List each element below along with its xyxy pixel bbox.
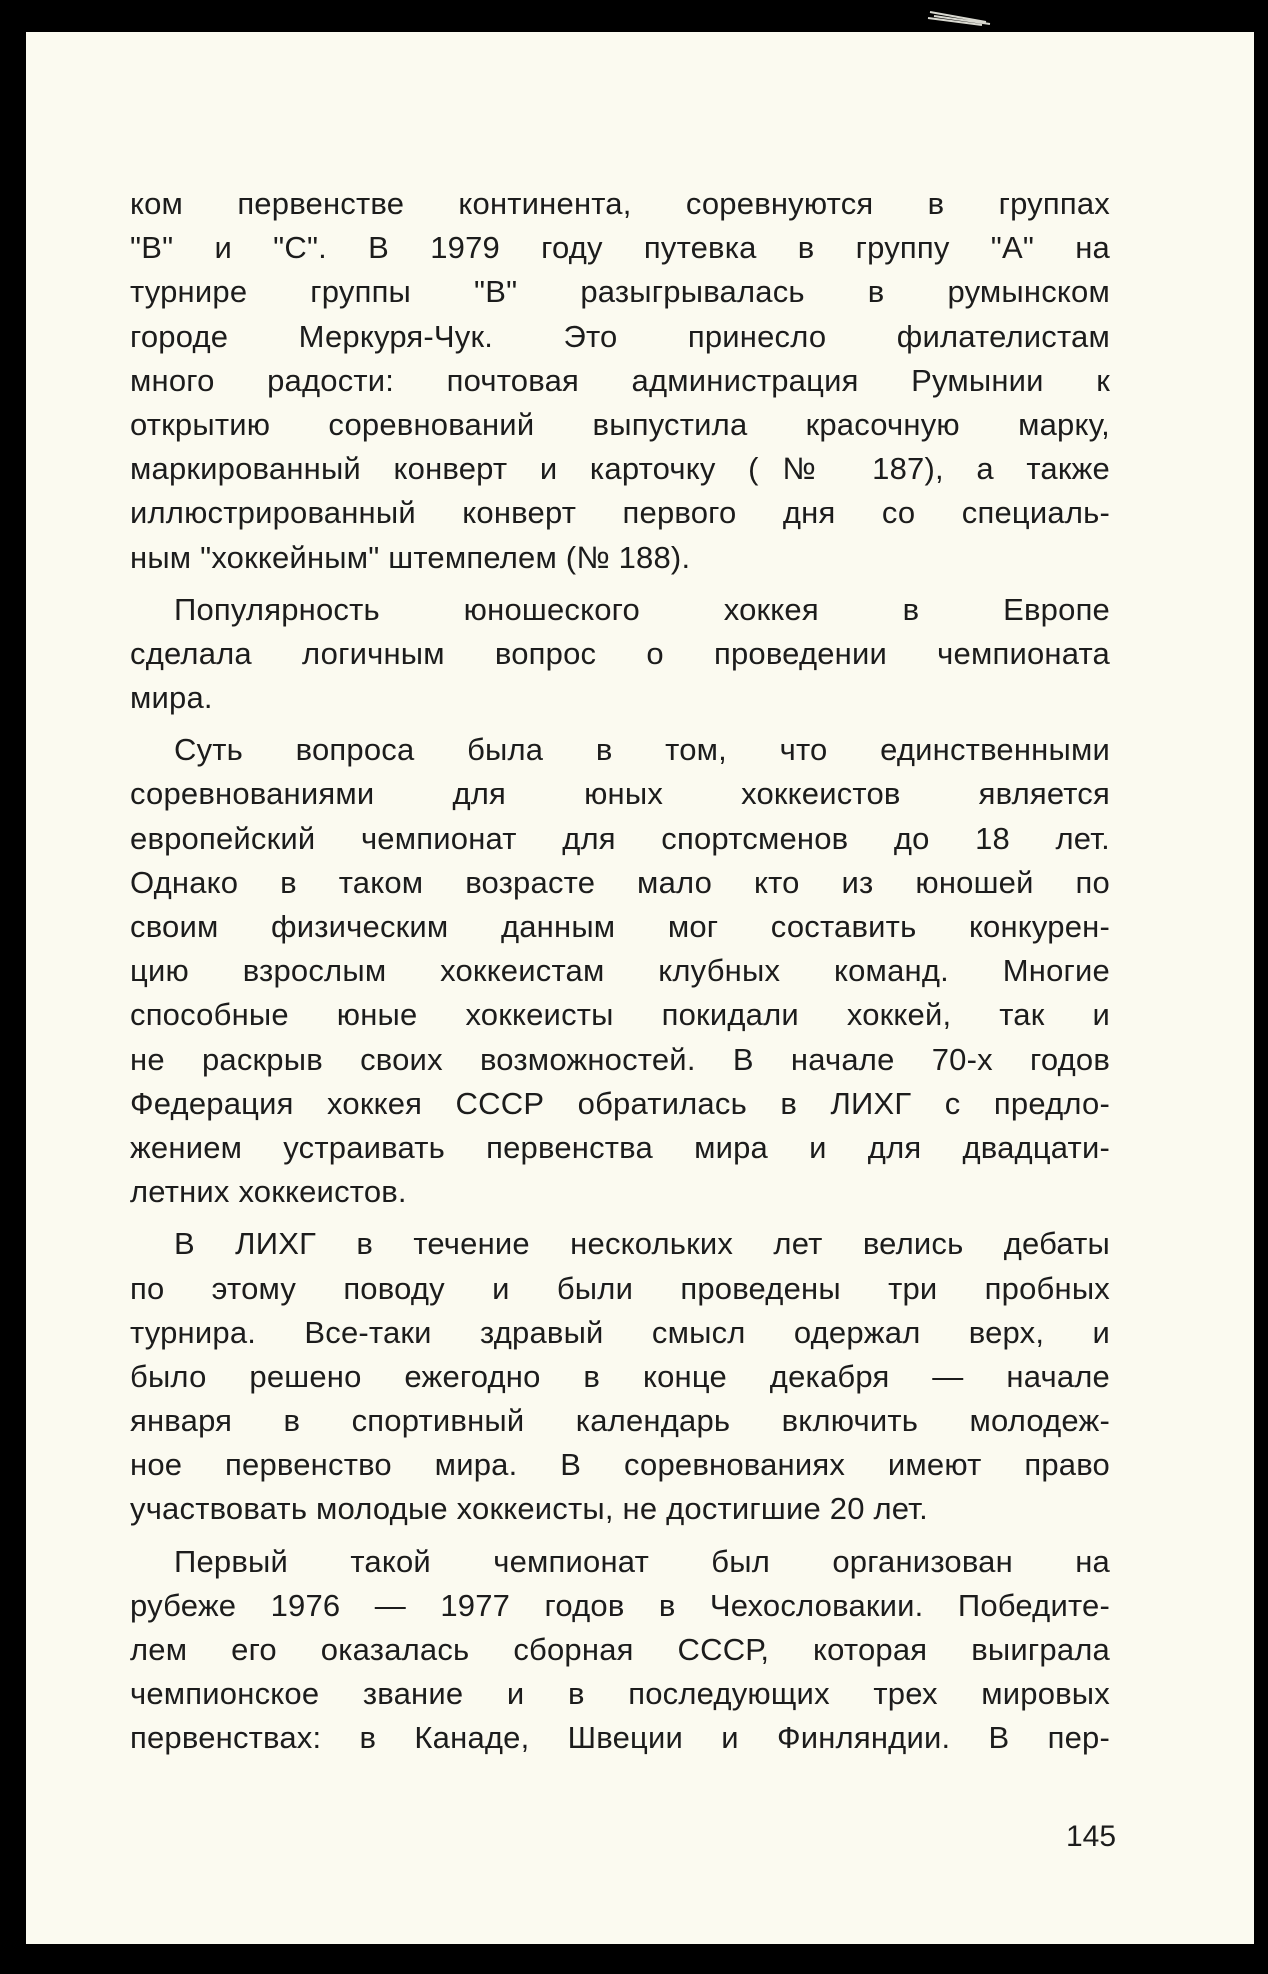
text-line: не раскрыв своих возможностей. В начале 70-х годов — [130, 1041, 1110, 1077]
text-line: Суть вопроса была в том, что единственными — [174, 732, 1110, 768]
text-line: много радости: почтовая администрация Румынии к — [130, 362, 1110, 398]
text-line: лем его оказалась сборная СССР, которая выиграла — [130, 1632, 1110, 1667]
text-line: ное первенство мира. В соревнованиях имеют право — [130, 1447, 1110, 1483]
torn-edge-mark — [926, 8, 996, 26]
text-line: чемпионское звание и в последующих трех мировых — [130, 1676, 1110, 1712]
text-line: В ЛИХГ в течение нескольких лет велись дебаты — [174, 1226, 1110, 1262]
text-line: ком первенстве континента, соревнуются в группах — [130, 186, 1110, 221]
text-line: "В" и "С". В 1979 году путевка в группу "А" на — [130, 230, 1110, 266]
text-line: участвовать молодые хоккеисты, не достигшие 20 лет. — [130, 1491, 928, 1527]
text-line: Однако в таком возрасте мало кто из юношей по — [130, 864, 1110, 900]
text-line: января в спортивный календарь включить молодеж- — [130, 1403, 1110, 1439]
book-page — [26, 32, 1254, 1944]
text-line: Федерация хоккея СССР обратилась в ЛИХГ с предло- — [130, 1085, 1110, 1121]
text-line: Первый такой чемпионат был организован на — [174, 1543, 1110, 1579]
text-line: цию взрослым хоккеистам клубных команд. Многие — [130, 953, 1110, 989]
text-line: мира. — [130, 680, 213, 716]
text-line: иллюстрированный конверт первого дня со специаль- — [130, 495, 1110, 531]
text-line: по этому поводу и были проведены три пробных — [130, 1270, 1110, 1306]
text-line: сделала логичным вопрос о проведении чемпионата — [130, 635, 1110, 671]
text-line: турнире группы "В" разыгрывалась в румынском — [130, 274, 1110, 310]
text-line: ным "хоккейным" штемпелем (№ 188). — [130, 539, 691, 575]
text-line: первенствах: в Канаде, Швеции и Финляндии. В пер- — [130, 1720, 1110, 1756]
body-text — [130, 182, 1110, 1761]
text-line: европейский чемпионат для спортсменов до 18 лет. — [130, 820, 1110, 856]
text-line: своим физическим данным мог составить конкурен- — [130, 909, 1110, 944]
text-line: жением устраивать первенства мира и для двадцати- — [130, 1129, 1110, 1165]
text-line: Популярность юношеского хоккея в Европе — [174, 591, 1110, 627]
text-line: способные юные хоккеисты покидали хоккей, так и — [130, 997, 1110, 1033]
page-number: 145 — [1066, 1820, 1117, 1853]
text-line: открытию соревнований выпустила красочную марку, — [130, 406, 1110, 442]
text-line: городе Меркуря-Чук. Это принесло филателистам — [130, 318, 1110, 354]
text-line: турнира. Все-таки здравый смысл одержал верх, и — [130, 1314, 1110, 1350]
text-line: летних хоккеистов. — [130, 1174, 407, 1210]
text-line: рубеже 1976 — 1977 годов в Чехословакии. Победите- — [130, 1587, 1110, 1623]
text-line: маркированный конверт и карточку (№ 187), а также — [130, 451, 1110, 487]
text-line: соревнованиями для юных хоккеистов является — [130, 776, 1110, 812]
text-line: было решено ежегодно в конце декабря — начале — [130, 1358, 1110, 1394]
